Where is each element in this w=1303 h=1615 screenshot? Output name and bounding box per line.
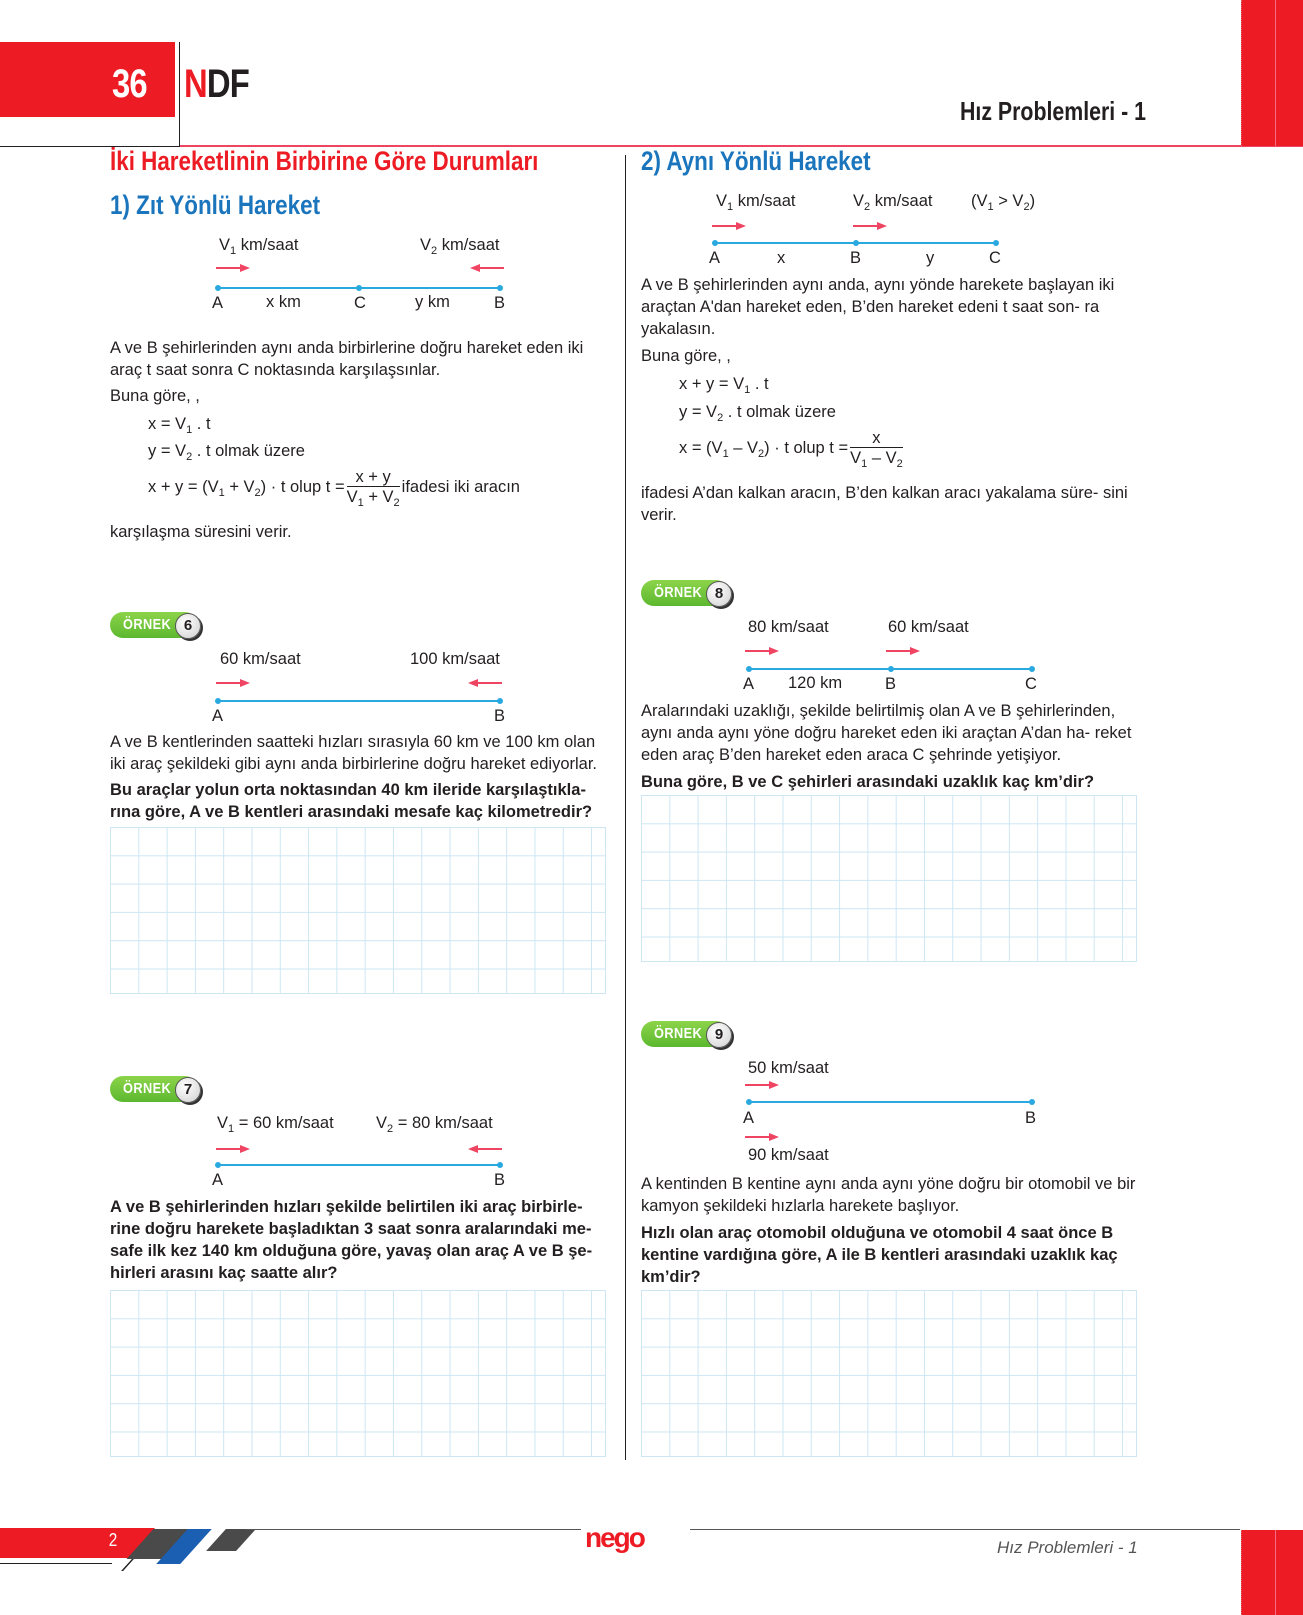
arrow-right-icon — [886, 646, 922, 656]
example-6-text: A ve B kentlerinden saatteki hızları sırasıyla 60 km ve 100 km olan iki araç şekildeki gibi aynı anda birbirlerine doğru hareket ediyorlar. — [110, 733, 598, 773]
footer-title: Hız Problemleri - 1 — [997, 1538, 1138, 1557]
section1-eq2: $y = V_2$ . t olmak üzere — [148, 442, 305, 463]
section2-conclusion: ifadesi A’dan kalkan aracın, B’den kalkan aracı yakalama süre- sini verir. — [641, 484, 1128, 524]
fraction: $\frac{x}{V_1 - V_2}$ — [850, 429, 903, 470]
point-a-dot — [746, 666, 752, 672]
v1-label: $V_1$ km/saat — [716, 192, 796, 213]
publisher-logo: nego — [585, 1522, 644, 1553]
point-b-dot — [497, 698, 503, 704]
road-line — [218, 1164, 500, 1166]
side-red-tab-top — [1241, 0, 1303, 146]
point-a-label: A — [212, 294, 224, 312]
point-c-dot — [1029, 666, 1035, 672]
point-b-dot — [1029, 1099, 1035, 1105]
speed-top-label: 50 km/saat — [748, 1059, 829, 1077]
v2-label: $V_2$ km/saat — [420, 236, 500, 257]
arrow-left-icon — [466, 1144, 502, 1154]
arrow-right-icon — [216, 263, 252, 273]
point-a-dot — [215, 1162, 221, 1168]
arrow-right-icon — [745, 1132, 781, 1142]
point-a-label: A — [743, 675, 755, 693]
point-c-dot — [993, 240, 999, 246]
segment-ab-label: 120 km — [788, 674, 843, 692]
point-a-label: A — [709, 249, 721, 267]
point-c-label: C — [989, 249, 1001, 267]
point-c-dot — [356, 285, 362, 291]
section2-eq1: $x + y = V_1$ . t — [679, 375, 769, 396]
speed-a-label: 80 km/saat — [748, 618, 829, 636]
example-9-text: A kentinden B kentine aynı anda aynı yöne doğru bir otomobil ve bir kamyon şekildeki hızlarla harekete başlıyor. — [641, 1175, 1136, 1215]
point-a-dot — [215, 698, 221, 704]
point-a-label: A — [743, 1109, 755, 1127]
point-a-label: A — [212, 1171, 224, 1189]
v1-speed-label: $V_1 = 60$ km/saat — [217, 1114, 334, 1135]
point-b-dot — [497, 285, 503, 291]
page-number: 2 — [108, 1530, 118, 1550]
side-red-tab-bottom — [1241, 1530, 1303, 1615]
example-7-badge: ÖRNEK 7 — [110, 1076, 202, 1104]
point-b-label: B — [1025, 1109, 1037, 1127]
road-line — [218, 700, 500, 702]
page-badge-number: 36 — [112, 62, 147, 106]
speed-condition: $(V_1 > V_2)$ — [971, 192, 1036, 213]
arrow-right-icon — [216, 678, 252, 688]
page-title: Hız Problemleri - 1 — [960, 96, 1147, 126]
point-c-label: C — [354, 294, 366, 312]
arrow-left-icon — [466, 678, 502, 688]
example-6-answer-grid[interactable] — [110, 827, 606, 994]
footer-stripe-gray-2 — [206, 1529, 256, 1551]
example-6-question: Bu araçlar yolun orta noktasından 40 km ileride karşılaştıkla- rına göre, A ve B kentleri arasındaki mesafe kaç kilometredir? — [110, 781, 593, 821]
point-c-label: C — [1025, 675, 1037, 693]
section2-paragraph: A ve B şehirlerinden aynı anda, aynı yönde harekete başlayan iki araçtan A'dan hareket eden, B’den hareket edeni t saat son- ra yakalasın. — [641, 276, 1115, 338]
section2-eq2: $y = V_2$ . t olmak üzere — [679, 403, 836, 424]
example-7-answer-grid[interactable] — [110, 1290, 606, 1457]
example-8-text: Aralarındaki uzaklığı, şekilde belirtilmiş olan A ve B şehirlerinden, aynı anda aynı yöne doğru hareket eden iki araçtan A’dan ha- reket eden araç B’den hareket eden araca C şehrinde yetişiyor. — [641, 702, 1132, 764]
arrow-right-icon — [712, 221, 748, 231]
section1-paragraph: A ve B şehirlerinden aynı anda birbirlerine doğru hareket eden iki araç t saat sonra C noktasında karşılaşsınlar. — [110, 339, 584, 379]
road-line — [749, 1101, 1032, 1103]
point-b-dot — [497, 1162, 503, 1168]
speed-bottom-label: 90 km/saat — [748, 1146, 829, 1164]
speed-a-label: 60 km/saat — [220, 650, 301, 668]
segment-y-label: y — [926, 249, 935, 267]
example-9-badge: ÖRNEK 9 — [641, 1021, 733, 1049]
example-6-badge: ÖRNEK 6 — [110, 612, 202, 640]
fraction: $\frac{x + y}{V_1 + V_2}$ — [346, 468, 400, 509]
header-divider — [179, 42, 180, 147]
point-a-dot — [712, 240, 718, 246]
point-b-label: B — [494, 707, 506, 725]
speed-b-label: 60 km/saat — [888, 618, 969, 636]
segment-y-label: y km — [415, 293, 450, 311]
arrow-right-icon — [745, 1080, 781, 1090]
arrow-right-icon — [745, 646, 781, 656]
section1-eq3: $x + y = (V_1 + V_2) \cdot t$ olup t = $\frac{x + y}{V_1 + V_2}$ ifadesi iki aracın — [148, 468, 520, 509]
speed-b-label: 100 km/saat — [410, 650, 500, 668]
section1-eq1: $x = V_1$ . t — [148, 415, 211, 436]
v2-label: $V_2$ km/saat — [853, 192, 933, 213]
arrow-right-icon — [853, 221, 889, 231]
section-heading-opposite: 1) Zıt Yönlü Hareket — [110, 190, 321, 220]
segment-x-label: x — [777, 249, 786, 267]
arrow-left-icon — [468, 263, 504, 273]
segment-x-label: x km — [266, 293, 301, 311]
example-8-answer-grid[interactable] — [641, 795, 1137, 962]
example-9-question: Hızlı olan araç otomobil olduğuna ve otomobil 4 saat önce B kentine vardığına göre, A ile B kentleri arasındaki uzaklık kaç km’dir? — [641, 1224, 1118, 1286]
section2-buna-gore: Buna göre, , — [641, 347, 731, 365]
footer-rule-right — [690, 1529, 1240, 1530]
point-b-label: B — [494, 1171, 506, 1189]
example-8-badge: ÖRNEK 8 — [641, 580, 733, 608]
point-a-dot — [746, 1099, 752, 1105]
point-b-dot — [853, 240, 859, 246]
arrow-right-icon — [216, 1144, 252, 1154]
main-heading: İki Hareketlinin Birbirine Göre Durumları — [110, 146, 539, 176]
example-7-question: A ve B şehirlerinden hızları şekilde belirtilen iki araç birbirle- rine doğru harekete başladıktan 3 saat sonra aralarındaki me- safe ilk kez 140 km olduğuna göre, yavaş olan araç A ve B şe- hirleri arasını kaç saatte alır? — [110, 1198, 593, 1282]
point-b-label: B — [850, 249, 862, 267]
section-heading-same: 2) Aynı Yönlü Hareket — [641, 146, 871, 176]
footer-rule-left — [246, 1529, 581, 1530]
example-9-answer-grid[interactable] — [641, 1290, 1137, 1457]
footer-baseline — [0, 1563, 112, 1564]
point-b-dot — [888, 666, 894, 672]
v1-label: $V_1$ km/saat — [219, 236, 299, 257]
example-8-question: Buna göre, B ve C şehirleri arasındaki uzaklık kaç km’dir? — [641, 773, 1095, 791]
section2-eq3: $x = (V_1 - V_2) \cdot t$ olup t = $\frac{x}{V_1 - V_2}$ — [679, 429, 903, 470]
point-a-label: A — [212, 707, 224, 725]
section1-buna-gore: Buna göre, , — [110, 387, 200, 405]
brand-n: N — [184, 62, 207, 106]
point-b-label: B — [885, 675, 897, 693]
section1-conclusion: karşılaşma süresini verir. — [110, 523, 292, 541]
v2-speed-label: $V_2 = 80$ km/saat — [376, 1114, 493, 1135]
point-b-label: B — [494, 294, 506, 312]
header-red-block — [0, 42, 175, 117]
brand-logo — [184, 62, 249, 107]
column-divider — [625, 155, 626, 1460]
brand-rest: DF — [206, 62, 249, 106]
point-a-dot — [215, 285, 221, 291]
